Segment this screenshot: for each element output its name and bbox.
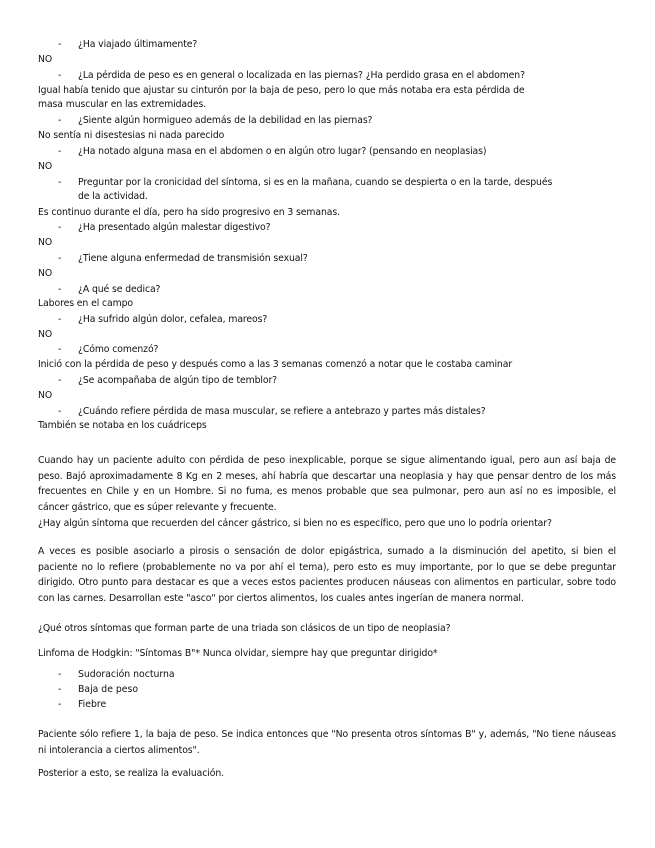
question-11: ¿Se acompañaba de algún tipo de temblor? [78,375,278,386]
answer-6: NO [38,237,53,248]
answer-7: NO [38,268,53,279]
paragraph-question-triad: ¿Qué otros síntomas que forman parte de una triada son clásicos de un tipo de neoplasia? [38,623,451,634]
question-2: ¿La pérdida de peso es en general o localizada en las piernas? ¿Ha perdido grasa en el abdomen? [78,70,525,81]
bullet: - [58,314,62,325]
answer-2-line-2: masa muscular en las extremidades. [38,99,207,110]
paragraph-question-gastric-symptoms: ¿Hay algún síntoma que recuerden del cáncer gástrico, si bien no es específico, pero que uno lo podría orientar? [38,518,552,529]
answer-11: NO [38,390,53,401]
question-5-line-1: Preguntar por la cronicidad del síntoma, si es en la mañana, cuando se despierta o en la tarde, después [78,177,553,188]
paragraph-gastric-cancer-context: Cuando hay un paciente adulto con pérdida de peso inexplicable, porque se sigue alimentando igual, pero aun así baja de peso. Bajó aproximadamente 8 Kg en 2 meses, ahí habría que descartar una neoplasia y hay que pensar dentro de los más frecuentes en Chile y en un Hombre. Si no fuma, es menos probable que sea pulmonar, pero aun así no es imposible, el cáncer gástrico, que es súper relevante y frecuente. [38,455,616,513]
bullet: - [58,669,62,680]
paragraph-evaluation: Posterior a esto, se realiza la evaluación. [38,768,225,779]
paragraph-gastric-symptoms-answer: A veces es posible asociarlo a pirosis o sensación de dolor epigástrica, sumado a la disminución del apetito, si bien el paciente no lo refiere (probablemente no va por ahí el tema), pero esto es muy importante, por lo que se debe preguntar dirigido. Otro punto para destacar es que a veces estos pacientes producen náuseas con alimentos en particular, sobre todo con las carnes. Desarrollan este "asco" por ciertos alimentos, los cuales antes ingerían de manera normal. [38,546,616,604]
bullet: - [58,70,62,81]
bullet: - [58,375,62,386]
bullet: - [58,146,62,157]
paragraph-hodgkin: Linfoma de Hodgkin: "Síntomas B"* Nunca olvidar, siempre hay que preguntar dirigido* [38,648,438,659]
b-symptom-item: Baja de peso [78,684,139,695]
question-9: ¿Ha sufrido algún dolor, cefalea, mareos? [78,314,268,325]
bullet: - [58,222,62,233]
answer-9: NO [38,329,53,340]
question-6: ¿Ha presentado algún malestar digestivo? [78,222,271,233]
answer-4: NO [38,161,53,172]
question-8: ¿A qué se dedica? [78,284,161,295]
paragraph-patient-report: Paciente sólo refiere 1, la baja de peso. Se indica entonces que "No presenta otros síntomas B" y, además, "No tiene náuseas ni intolerancia a ciertos alimentos". [38,729,616,756]
bullet: - [58,177,62,188]
question-10: ¿Cómo comenzó? [78,344,159,355]
b-symptom-item: Fiebre [78,699,107,710]
bullet: - [58,115,62,126]
answer-5: Es continuo durante el día, pero ha sido progresivo en 3 semanas. [38,207,340,218]
question-3: ¿Siente algún hormigueo además de la debilidad en las piernas? [78,115,373,126]
answer-10: Inició con la pérdida de peso y después como a las 3 semanas comenzó a notar que le costaba caminar [38,359,513,370]
answer-8: Labores en el campo [38,298,133,309]
answer-2-line-1: Igual había tenido que ajustar su cinturón por la baja de peso, pero lo que más notaba era esta pérdida de [38,85,525,96]
answer-12: También se notaba en los cuádriceps [38,420,207,431]
b-symptom-item: Sudoración nocturna [78,669,175,680]
question-7: ¿Tiene alguna enfermedad de transmisión sexual? [78,253,308,264]
bullet: - [58,39,62,50]
question-5-line-2: de la actividad. [78,191,148,202]
question-1: ¿Ha viajado últimamente? [78,39,198,50]
bullet: - [58,684,62,695]
bullet: - [58,406,62,417]
bullet: - [58,344,62,355]
bullet: - [58,699,62,710]
answer-1: NO [38,54,53,65]
answer-3: No sentía ni disestesias ni nada parecido [38,130,225,141]
question-4: ¿Ha notado alguna masa en el abdomen o en algún otro lugar? (pensando en neoplasias) [78,146,487,157]
bullet: - [58,284,62,295]
bullet: - [58,253,62,264]
question-12: ¿Cuándo refiere pérdida de masa muscular, se refiere a antebrazo y partes más distales? [78,406,486,417]
